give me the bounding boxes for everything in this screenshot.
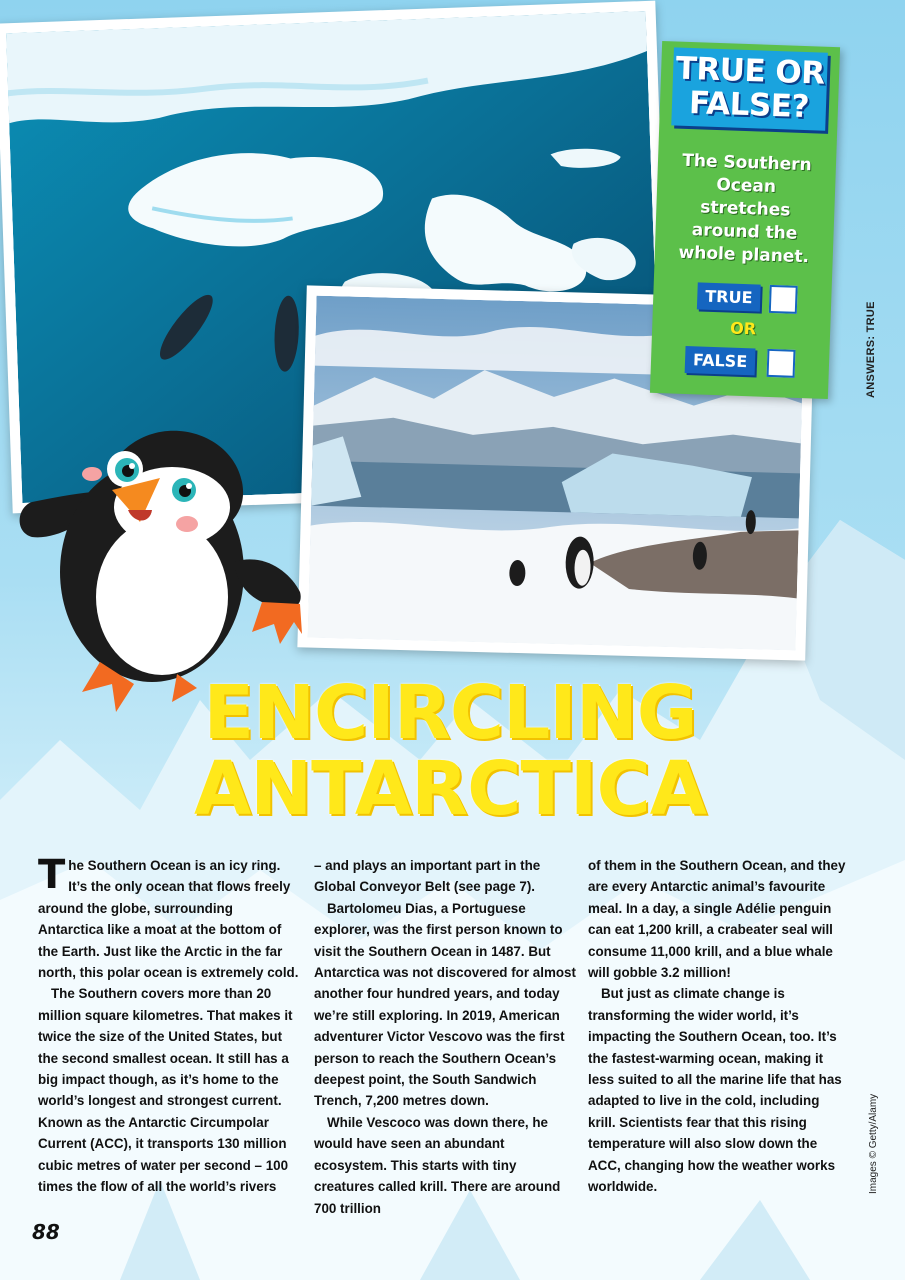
question-line: whole planet. (678, 242, 810, 268)
article-column-1 (38, 852, 300, 1198)
or-label: OR (729, 318, 757, 339)
paragraph-text: he Southern Ocean is an icy ring. It’s the only ocean that flows freely around the globe, surrounding Antarctica like a moat at the bottom of the Earth. Just like the Arctic in the far north, this polar ocean is extremely cold. (38, 858, 299, 981)
headline-line1: ENCIRCLING (203, 670, 697, 756)
true-or-false-title (671, 47, 828, 130)
article-column-3 (588, 855, 850, 1198)
image-credit: Images © Getty/Alamy (868, 1093, 879, 1194)
question-line: stretches (699, 197, 791, 221)
true-or-false-question (660, 149, 830, 270)
paragraph: The Southern covers more than 20 million square kilometres. That makes it twice the size of the United States, but the second smallest ocean. It still has a big impact though, as it’s home to the world’s longest and strongest current. Known as the Antarctic Circumpolar Current (ACC), it transports 130 million cubic metres of water per second – 100 times the flow of all the world’s rivers (38, 986, 293, 1195)
paragraph: of them in the Southern Ocean, and they are every Antarctic animal’s favourite meal. In a day, a single Adélie penguin can eat 1,200 krill, a crabeater seal will consume 11,000 krill, and a blue whale will gobble 3.2 million! (588, 858, 846, 981)
headline-line2: ANTARCTICA (193, 746, 707, 832)
question-line: around the (691, 220, 798, 244)
paragraph: While Vescoco was down there, he would have seen an abundant ecosystem. This starts with tiny creatures called krill. There are around 700 trillion (314, 1114, 561, 1216)
true-or-false-box (650, 41, 840, 399)
page-number: 88 (32, 1220, 60, 1244)
true-or-false-title-line2: FALSE? (688, 84, 810, 126)
true-label: TRUE (697, 282, 761, 311)
dropcap: T (38, 852, 66, 898)
true-checkbox[interactable] (769, 285, 798, 314)
article-column-2 (314, 855, 576, 1219)
question-line: Ocean (716, 174, 777, 198)
false-label: FALSE (685, 346, 756, 375)
paragraph: But just as climate change is transforming the wider world, it’s impacting the Southern Ocean, too. It’s the fastest-warming ocean, making it less suited to all the marine life that has adapted to live in the cold, including krill. Scientists fear that this rising temperature will also slow down the ACC, changing how the weather works worldwide. (588, 986, 842, 1195)
paragraph: Bartolomeu Dias, a Portuguese explorer, was the first person known to visit the Southern Ocean in 1487. But Antarctica was not discovered for almost another four hundred years, and today we’re still exploring. In 2019, American adventurer Victor Vescovo was the first person to reach the Southern Ocean’s deepest point, the South Sandwich Trench, 7,200 metres down. (314, 900, 576, 1109)
paragraph: – and plays an important part in the Global Conveyor Belt (see page 7). (314, 858, 541, 895)
true-or-false-title-line1: TRUE OR (675, 50, 826, 92)
paragraph (38, 852, 300, 983)
answers-note: ANSWERS: TRUE (865, 301, 877, 398)
question-line: The Southern (681, 150, 813, 176)
false-checkbox[interactable] (767, 349, 796, 378)
